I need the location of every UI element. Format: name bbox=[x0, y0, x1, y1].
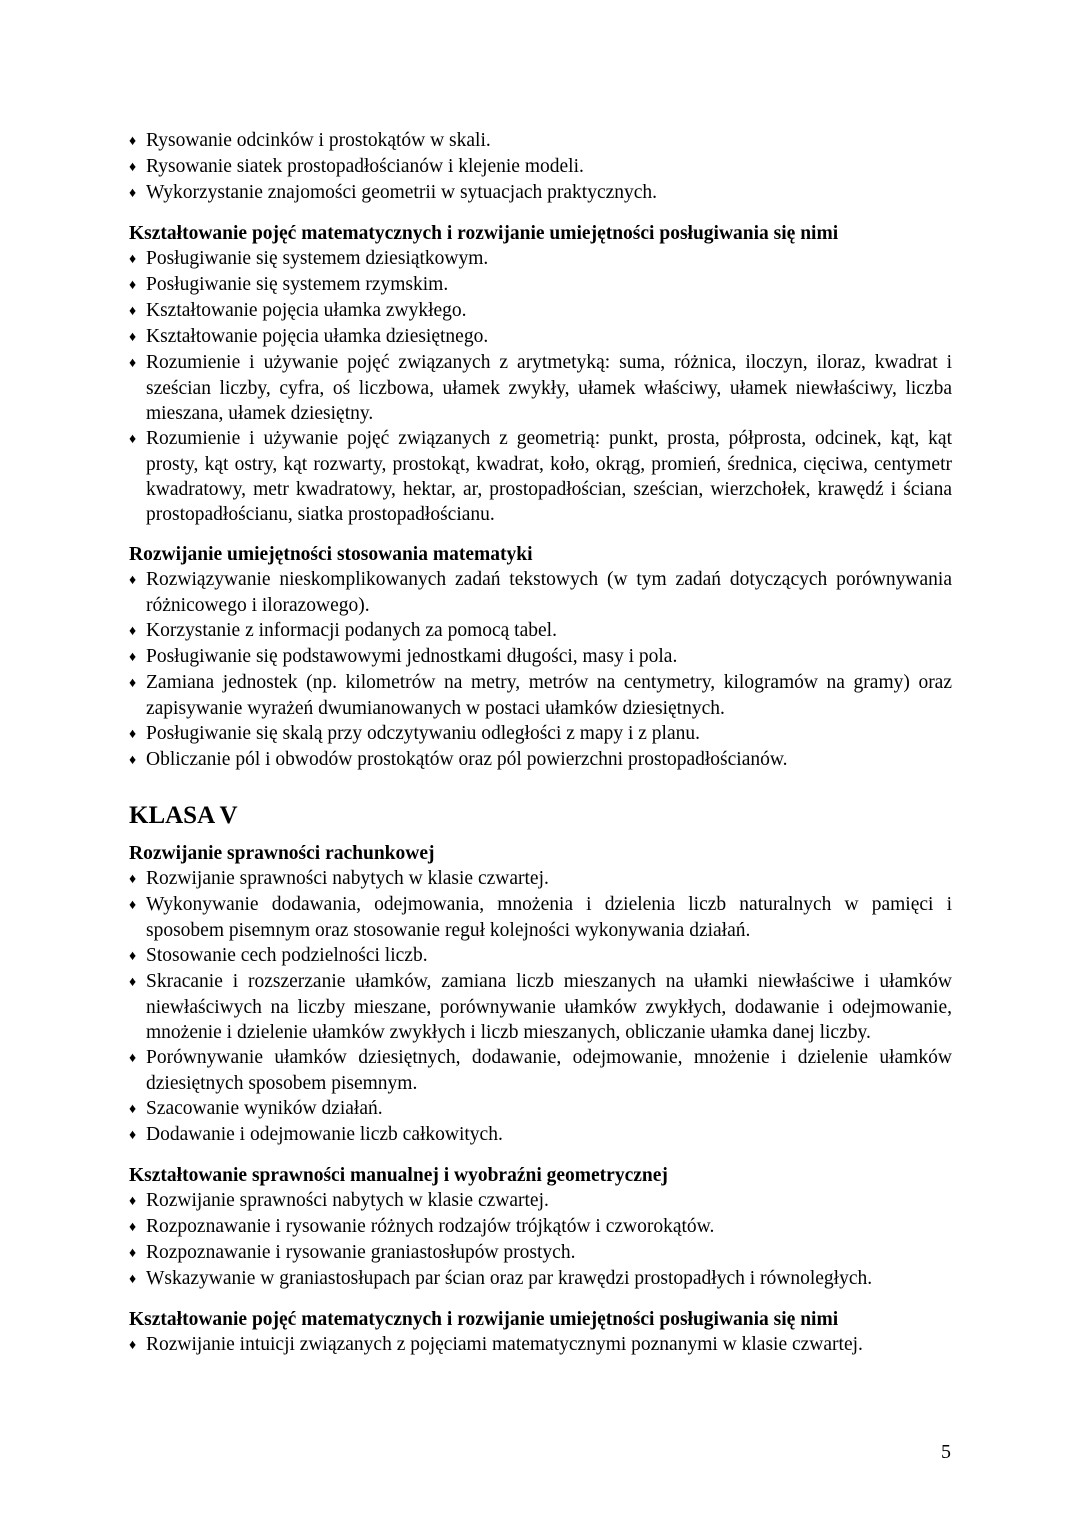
diamond-bullet-icon: ♦ bbox=[129, 753, 137, 768]
diamond-bullet-icon: ♦ bbox=[129, 676, 137, 691]
diamond-bullet-icon: ♦ bbox=[129, 872, 137, 887]
diamond-bullet-icon: ♦ bbox=[129, 186, 137, 201]
section-arithmetic bbox=[129, 841, 952, 1148]
diamond-bullet-icon: ♦ bbox=[129, 1338, 137, 1353]
section-application bbox=[129, 542, 952, 773]
list-item: ♦ Kształtowanie pojęcia ułamka zwykłego. bbox=[129, 298, 952, 324]
diamond-bullet-icon: ♦ bbox=[129, 1102, 137, 1117]
list-item: ♦ Rozwiązywanie nieskomplikowanych zadań tekstowych (w tym zadań dotyczących porównywania różnicowego i ilorazowego). bbox=[129, 569, 952, 616]
list-item: ♦ Rozpoznawanie i rysowanie różnych rodzajów trójkątów i czworokątów. bbox=[129, 1214, 952, 1240]
section-heading: Rozwijanie umiejętności stosowania matematyki bbox=[129, 544, 533, 565]
document-page bbox=[129, 128, 952, 1358]
list-item: ♦ Posługiwanie się skalą przy odczytywaniu odległości z mapy i z planu. bbox=[129, 721, 952, 747]
list-item: ♦ Wskazywanie w graniastosłupach par ścian oraz par krawędzi prostopadłych i równoległych. bbox=[129, 1266, 952, 1292]
diamond-bullet-icon: ♦ bbox=[129, 573, 137, 588]
list-item: ♦ Rozwijanie sprawności nabytych w klasie czwartej. bbox=[129, 1188, 952, 1214]
page-number: 5 bbox=[941, 1441, 951, 1463]
section-concepts bbox=[129, 221, 952, 527]
diamond-bullet-icon: ♦ bbox=[129, 1194, 137, 1209]
diamond-bullet-icon: ♦ bbox=[129, 624, 137, 639]
diamond-bullet-icon: ♦ bbox=[129, 975, 137, 990]
section-heading: Kształtowanie pojęć matematycznych i rozwijanie umiejętności posługiwania się nimi bbox=[129, 1309, 839, 1330]
diamond-bullet-icon: ♦ bbox=[129, 727, 137, 742]
list-item: ♦ Korzystanie z informacji podanych za pomocą tabel. bbox=[129, 618, 952, 644]
list-item: ♦ Zamiana jednostek (np. kilometrów na metry, metrów na centymetry, kilogramów na gramy) oraz zapisywanie wyrażeń dwumianowanych w postaci ułamków dziesiętnych. bbox=[129, 672, 952, 719]
section-heading: Rozwijanie sprawności rachunkowej bbox=[129, 843, 435, 864]
list-item: ♦ Wykorzystanie znajomości geometrii w sytuacjach praktycznych. bbox=[129, 180, 952, 206]
diamond-bullet-icon: ♦ bbox=[129, 252, 137, 267]
list-item: ♦ Rozumienie i używanie pojęć związanych z geometrią: punkt, prosta, półprosta, odcinek, kąt, kąt prosty, kąt ostry, kąt rozwarty, prostokąt, kwadrat, koło, okrąg, promień, średnica, cięciwa, centymetr kwadratowy, metr kwadratowy, hektar, ar, prostopadłościan, sześcian, wierzchołek, krawędź i ściana prostopadłościanu, siatka prostopadłościanu. bbox=[129, 428, 952, 525]
diamond-bullet-icon: ♦ bbox=[129, 898, 137, 913]
list-item: ♦ Rozwijanie sprawności nabytych w klasie czwartej. bbox=[129, 866, 952, 892]
section-heading: Kształtowanie pojęć matematycznych i rozwijanie umiejętności posługiwania się nimi bbox=[129, 223, 839, 244]
diamond-bullet-icon: ♦ bbox=[129, 1051, 137, 1066]
list-item: ♦ Rysowanie odcinków i prostokątów w skali. bbox=[129, 128, 952, 154]
diamond-bullet-icon: ♦ bbox=[129, 432, 137, 447]
diamond-bullet-icon: ♦ bbox=[129, 650, 137, 665]
diamond-bullet-icon: ♦ bbox=[129, 949, 137, 964]
diamond-bullet-icon: ♦ bbox=[129, 1246, 137, 1261]
list-item: ♦ Rozumienie i używanie pojęć związanych z arytmetyką: suma, różnica, iloczyn, iloraz, kwadrat i sześcian liczby, cyfra, oś liczbowa, ułamek zwykły, ułamek właściwy, ułamek niewłaściwy, liczba mieszana, ułamek dziesiętny. bbox=[129, 352, 952, 424]
diamond-bullet-icon: ♦ bbox=[129, 304, 137, 319]
diamond-bullet-icon: ♦ bbox=[129, 160, 137, 175]
list-item: ♦ Rozpoznawanie i rysowanie graniastosłupów prostych. bbox=[129, 1240, 952, 1266]
class-title: KLASA V bbox=[129, 802, 238, 829]
list-item: ♦ Stosowanie cech podzielności liczb. bbox=[129, 943, 952, 969]
diamond-bullet-icon: ♦ bbox=[129, 1128, 137, 1143]
list-item: ♦ Wykonywanie dodawania, odejmowania, mnożenia i dzielenia liczb naturalnych w pamięci i sposobem pisemnym oraz stosowanie reguł kolejności wykonywania działań. bbox=[129, 894, 952, 941]
list-item: ♦ Rysowanie siatek prostopadłościanów i klejenie modeli. bbox=[129, 154, 952, 180]
list-item: ♦ Skracanie i rozszerzanie ułamków, zamiana liczb mieszanych na ułamki niewłaściwe i ułamków niewłaściwych na liczby mieszane, porównywanie ułamków zwykłych, dodawanie i odejmowanie, mnożenie i dzielenie ułamków zwykłych i liczb mieszanych, obliczanie ułamka danej liczby. bbox=[129, 971, 952, 1043]
intro-list bbox=[129, 128, 952, 206]
list-item: ♦ Porównywanie ułamków dziesiętnych, dodawanie, odejmowanie, mnożenie i dzielenie ułamków dziesiętnych sposobem pisemnym. bbox=[129, 1047, 952, 1094]
list-item: ♦ Szacowanie wyników działań. bbox=[129, 1096, 952, 1122]
list-item: ♦ Dodawanie i odejmowanie liczb całkowitych. bbox=[129, 1122, 952, 1148]
diamond-bullet-icon: ♦ bbox=[129, 356, 137, 371]
section-concepts-v bbox=[129, 1307, 952, 1358]
section-geometry-skills bbox=[129, 1163, 952, 1292]
diamond-bullet-icon: ♦ bbox=[129, 330, 137, 345]
diamond-bullet-icon: ♦ bbox=[129, 134, 137, 149]
diamond-bullet-icon: ♦ bbox=[129, 278, 137, 293]
list-item: ♦ Rozwijanie intuicji związanych z pojęciami matematycznymi poznanymi w klasie czwartej. bbox=[129, 1332, 952, 1358]
list-item: ♦ Posługiwanie się systemem dziesiątkowym. bbox=[129, 246, 952, 272]
list-item: ♦ Posługiwanie się podstawowymi jednostkami długości, masy i pola. bbox=[129, 644, 952, 670]
list-item: ♦ Obliczanie pól i obwodów prostokątów oraz pól powierzchni prostopadłościanów. bbox=[129, 747, 952, 773]
diamond-bullet-icon: ♦ bbox=[129, 1272, 137, 1287]
list-item: ♦ Kształtowanie pojęcia ułamka dziesiętnego. bbox=[129, 324, 952, 350]
diamond-bullet-icon: ♦ bbox=[129, 1220, 137, 1235]
list-item: ♦ Posługiwanie się systemem rzymskim. bbox=[129, 272, 952, 298]
section-heading: Kształtowanie sprawności manualnej i wyobraźni geometrycznej bbox=[129, 1165, 668, 1186]
